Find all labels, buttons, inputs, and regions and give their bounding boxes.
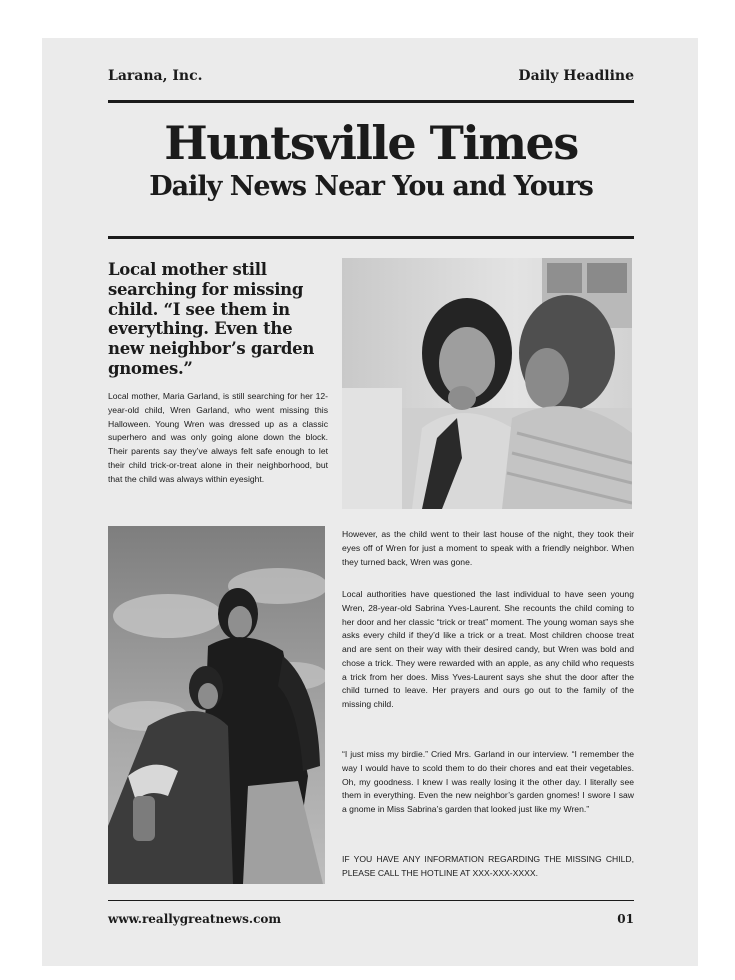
top-bar	[108, 68, 634, 88]
page-number: 01	[617, 912, 634, 926]
newspaper-title: Huntsville Times	[164, 116, 578, 170]
article-lead-paragraph: Local mother, Maria Garland, is still searching for her 12-year-old child, Wren Garland, who went missing this Halloween. Young Wren was dressed up as a classic superhero and was only going alone down the block. Their parents say they’ve always felt safe enough to let their child trick-or-treat alone in their neighborhood, but that the child was always within eyesight.	[108, 391, 328, 484]
article-paragraph-2: Local authorities have questioned the last individual to have seen young Wren, 28-year-old Sabrina Yves-Laurent. She recounts the child coming to her door and her classic “trick or treat” moment. The young woman says she asks every child if they’d like a trick or a treat. Most children choose treat and are sent on their way with their desired candy, but Wren was bold and chose a trick. They were rewarded with an apple, as any child who requests a trick from her does. Miss Yves-Laurent says she shut the door after the child turned to leave. Her prayers and ours go out to the family of the missing child.	[342, 589, 634, 709]
masthead-divider	[108, 236, 634, 239]
newspaper-subtitle: Daily News Near You and Yours	[149, 170, 593, 202]
footer-divider	[108, 900, 634, 901]
publisher-name: Larana, Inc.	[108, 68, 203, 84]
article-paragraph-1: However, as the child went to their last house of the night, they took their eyes off of Wren for just a moment to speak with a friendly neighbor. When they turned back, Wren was gone.	[342, 529, 634, 567]
photo-grieving-mother	[342, 258, 632, 509]
section-label: Daily Headline	[518, 68, 634, 84]
article-paragraph-3: “I just miss my birdie.” Cried Mrs. Garland in our interview. “I remember the way I would have to scold them to do their chores and eat their vegetables. Oh, my goodness. I knew I was really losing it the other day. I literally see them in everything. Even the new neighbor’s garden gnomes! I swore I saw a gnome in Miss Sabrina’s garden that looked just like my Wren.”	[342, 749, 634, 814]
newspaper-page	[42, 38, 698, 966]
masthead	[108, 118, 634, 202]
top-divider	[108, 100, 634, 103]
photo-two-women	[108, 526, 325, 884]
article-hotline-notice: IF YOU HAVE ANY INFORMATION REGARDING THE MISSING CHILD, PLEASE CALL THE HOTLINE AT XXX-XXX-XXXX.	[342, 854, 634, 878]
article-headline: Local mother still searching for missing child. “I see them in everything. Even the new neighbor’s garden gnomes.”	[108, 260, 315, 378]
website-link[interactable]: www.reallygreatnews.com	[108, 912, 282, 926]
